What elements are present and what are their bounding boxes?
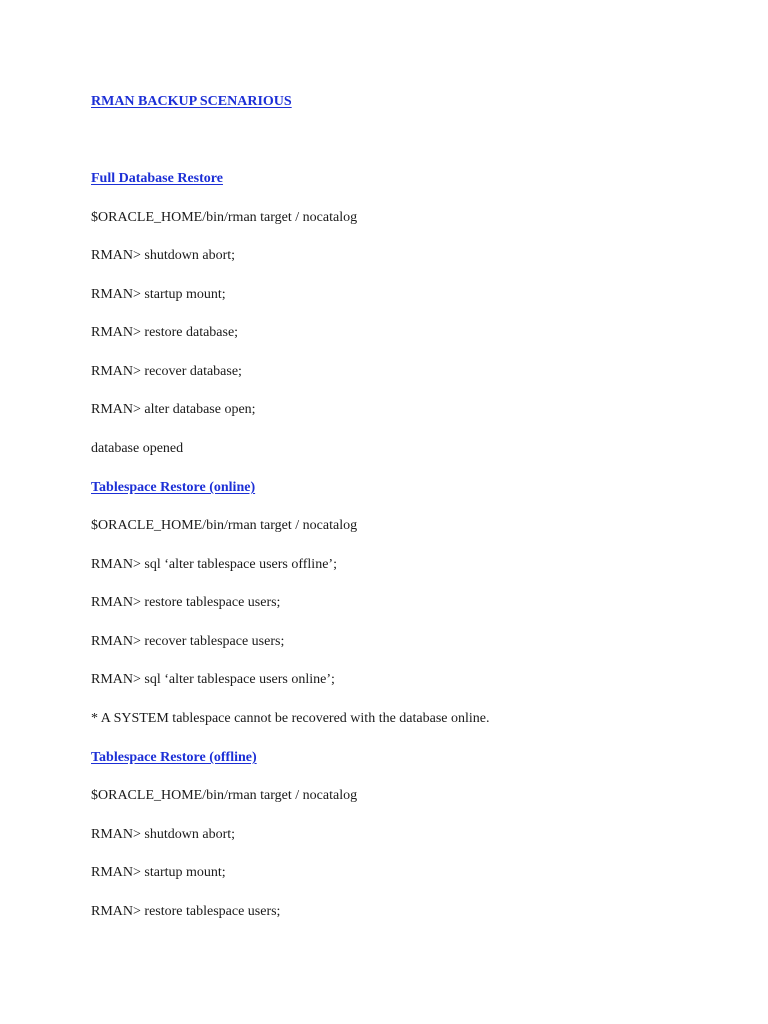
code-line: RMAN> restore tablespace users; xyxy=(91,595,281,610)
section-heading-tablespace-restore-offline[interactable]: Tablespace Restore (offline) xyxy=(91,750,257,765)
section-heading-full-database-restore[interactable]: Full Database Restore xyxy=(91,171,223,186)
code-line: RMAN> shutdown abort; xyxy=(91,827,236,842)
code-line: $ORACLE_HOME/bin/rman target / nocatalog xyxy=(91,518,358,533)
note-line: * A SYSTEM tablespace cannot be recovered with the database online. xyxy=(91,711,490,726)
code-line: RMAN> alter database open; xyxy=(91,402,256,417)
code-line: RMAN> restore database; xyxy=(91,325,239,340)
section-heading-tablespace-restore-online[interactable]: Tablespace Restore (online) xyxy=(91,480,256,495)
document-title[interactable]: RMAN BACKUP SCENARIOUS xyxy=(91,94,292,109)
output-line: database opened xyxy=(91,441,184,456)
code-line: RMAN> recover database; xyxy=(91,364,242,379)
code-line: RMAN> restore tablespace users; xyxy=(91,904,281,919)
code-line: RMAN> startup mount; xyxy=(91,287,226,302)
code-line: RMAN> sql ‘alter tablespace users online’; xyxy=(91,672,335,687)
code-line: $ORACLE_HOME/bin/rman target / nocatalog xyxy=(91,788,358,803)
code-line: RMAN> shutdown abort; xyxy=(91,248,236,263)
code-line: $ORACLE_HOME/bin/rman target / nocatalog xyxy=(91,210,358,225)
code-line: RMAN> recover tablespace users; xyxy=(91,634,285,649)
code-line: RMAN> sql ‘alter tablespace users offline’; xyxy=(91,557,337,572)
code-line: RMAN> startup mount; xyxy=(91,865,226,880)
